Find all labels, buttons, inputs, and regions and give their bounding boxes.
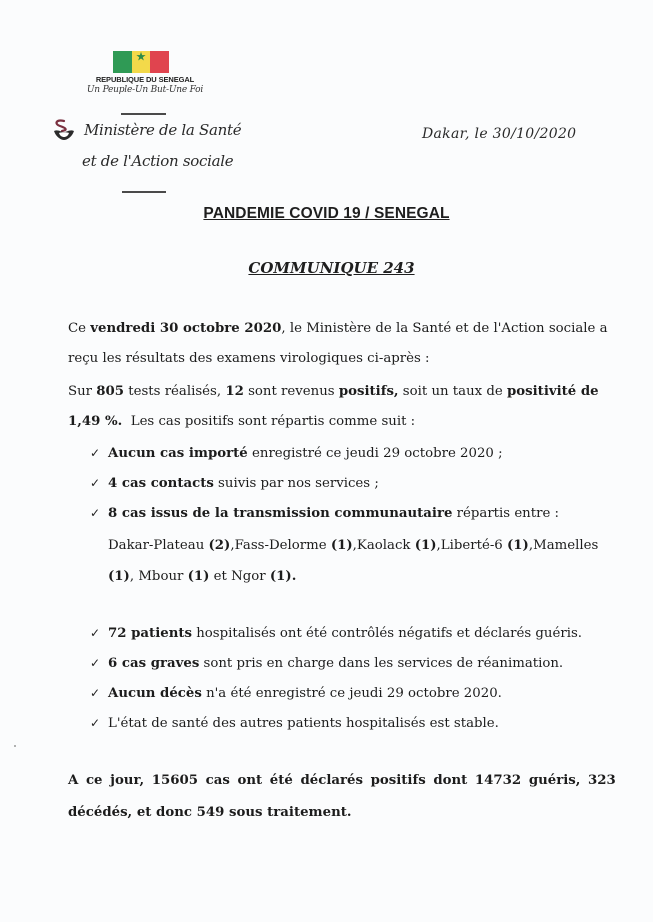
list-item [90, 468, 590, 498]
republic-label: REPUBLIQUE DU SENEGAL [95, 75, 195, 84]
place-count: (1) [108, 569, 130, 584]
checkmark-icon: ✓ [90, 686, 101, 700]
list-item [90, 648, 590, 678]
positive-count: 12 [225, 384, 244, 399]
ministry-name-line1: Ministère de la Santé [84, 121, 242, 139]
scan-speck [14, 745, 16, 747]
list-item [90, 498, 590, 528]
flag-red-band [150, 51, 169, 73]
item-text: sont pris en charge dans les services de réanimation. [199, 656, 564, 671]
place-count: (2) [208, 538, 231, 553]
list-item [90, 438, 590, 468]
text: , le Ministère de la Santé et de l'Action sociale a [281, 321, 608, 336]
flag-green-band [113, 51, 132, 73]
intro-line-2: reçu les résultats des examens virologiques ci-après : [68, 351, 430, 366]
place: Kaolack (1), [356, 538, 441, 553]
text-bold: positivité de [506, 384, 599, 399]
item-bold: Aucun décès [108, 686, 202, 701]
community-cases-locations [108, 530, 599, 592]
ministry-logo-icon [50, 119, 78, 141]
item-bold: 6 cas graves [108, 656, 200, 671]
place-name: Ngor [231, 569, 266, 584]
text: . [291, 569, 297, 584]
document-date: Dakar, le 30/10/2020 [422, 126, 577, 142]
place-count: (1) [414, 538, 437, 553]
item-text: répartis entre : [452, 506, 560, 521]
place-count: (1) [330, 538, 353, 553]
item-text: suivis par nos services ; [213, 476, 379, 491]
list-item [90, 678, 590, 708]
national-motto: Un Peuple-Un But-Une Foi [86, 85, 204, 95]
place-name: Fass-Delorme [234, 538, 327, 553]
item-bold: Aucun cas importé [108, 446, 248, 461]
cases-breakdown-list [90, 438, 590, 528]
item-bold: 72 patients [108, 626, 192, 641]
text: Sur [68, 384, 97, 399]
place-name: Mbour [138, 569, 184, 584]
place: Dakar-Plateau (2), [108, 538, 235, 553]
patient-status-list [90, 618, 590, 738]
text: tests réalisés, [124, 384, 226, 399]
checkmark-icon: ✓ [90, 656, 101, 670]
place-name: Kaolack [356, 538, 411, 553]
summary-line-2: décédés, et donc 549 sous traitement. [68, 805, 352, 820]
place-count: (1) [269, 569, 292, 584]
checkmark-icon: ✓ [90, 716, 101, 730]
place-count: (1) [187, 569, 210, 584]
tests-count: 805 [96, 384, 125, 399]
flag-yellow-band [132, 51, 151, 73]
results-paragraph [68, 377, 599, 437]
places-line-2: (1), Mbour (1) et Ngor (1). [108, 569, 297, 584]
checkmark-icon: ✓ [90, 506, 101, 520]
summary-line-1: A ce jour, 15605 cas ont été déclarés positifs dont 14732 guéris, 323 [68, 773, 616, 788]
text: sont revenus [243, 384, 339, 399]
place: Liberté-6 (1), [440, 538, 534, 553]
item-text: hospitalisés ont été contrôlés négatifs et déclarés guéris. [192, 626, 583, 641]
checkmark-icon: ✓ [90, 446, 101, 460]
senegal-flag-icon [113, 51, 169, 73]
place-count: (1) [507, 538, 529, 553]
list-item [90, 708, 590, 738]
places-line-1 [108, 530, 599, 561]
intro-paragraph [68, 314, 608, 374]
item-text: enregistré ce jeudi 29 octobre 2020 ; [247, 446, 503, 461]
text: Ce [68, 321, 91, 336]
header-divider-top [121, 113, 166, 115]
item-bold: 8 cas issus de la transmission communautaire [108, 506, 453, 521]
place-name: Liberté-6 [440, 538, 503, 553]
item-text: n'a été enregistré ce jeudi 29 octobre 2020. [201, 686, 502, 701]
communique-number: COMMUNIQUE 243 [248, 259, 415, 277]
intro-line-1 [68, 314, 608, 344]
positivity-rate: 1,49 %. [68, 414, 123, 429]
item-text: L'état de santé des autres patients hospitalisés est stable. [108, 716, 499, 731]
text: Les cas positifs sont répartis comme suit : [122, 414, 416, 429]
checkmark-icon: ✓ [90, 476, 101, 490]
place-name: Dakar-Plateau [108, 538, 205, 553]
place: Fass-Delorme (1), [234, 538, 357, 553]
checkmark-icon: ✓ [90, 626, 101, 640]
results-line-1 [68, 377, 599, 407]
cumulative-summary [68, 765, 616, 829]
place-name: Mamelles [533, 538, 599, 553]
header-divider-bottom [122, 191, 166, 193]
text-bold: positifs, [338, 384, 399, 399]
ministry-name-line2: et de l'Action sociale [82, 152, 234, 170]
text: et [209, 569, 232, 584]
text: soit un taux de [398, 384, 507, 399]
list-item [90, 618, 590, 648]
star-icon: ★ [135, 49, 147, 64]
page-title: PANDEMIE COVID 19 / SENEGAL [203, 205, 450, 222]
intro-date: vendredi 30 octobre 2020 [90, 321, 282, 336]
results-line-2 [68, 407, 580, 437]
item-bold: 4 cas contacts [108, 476, 214, 491]
